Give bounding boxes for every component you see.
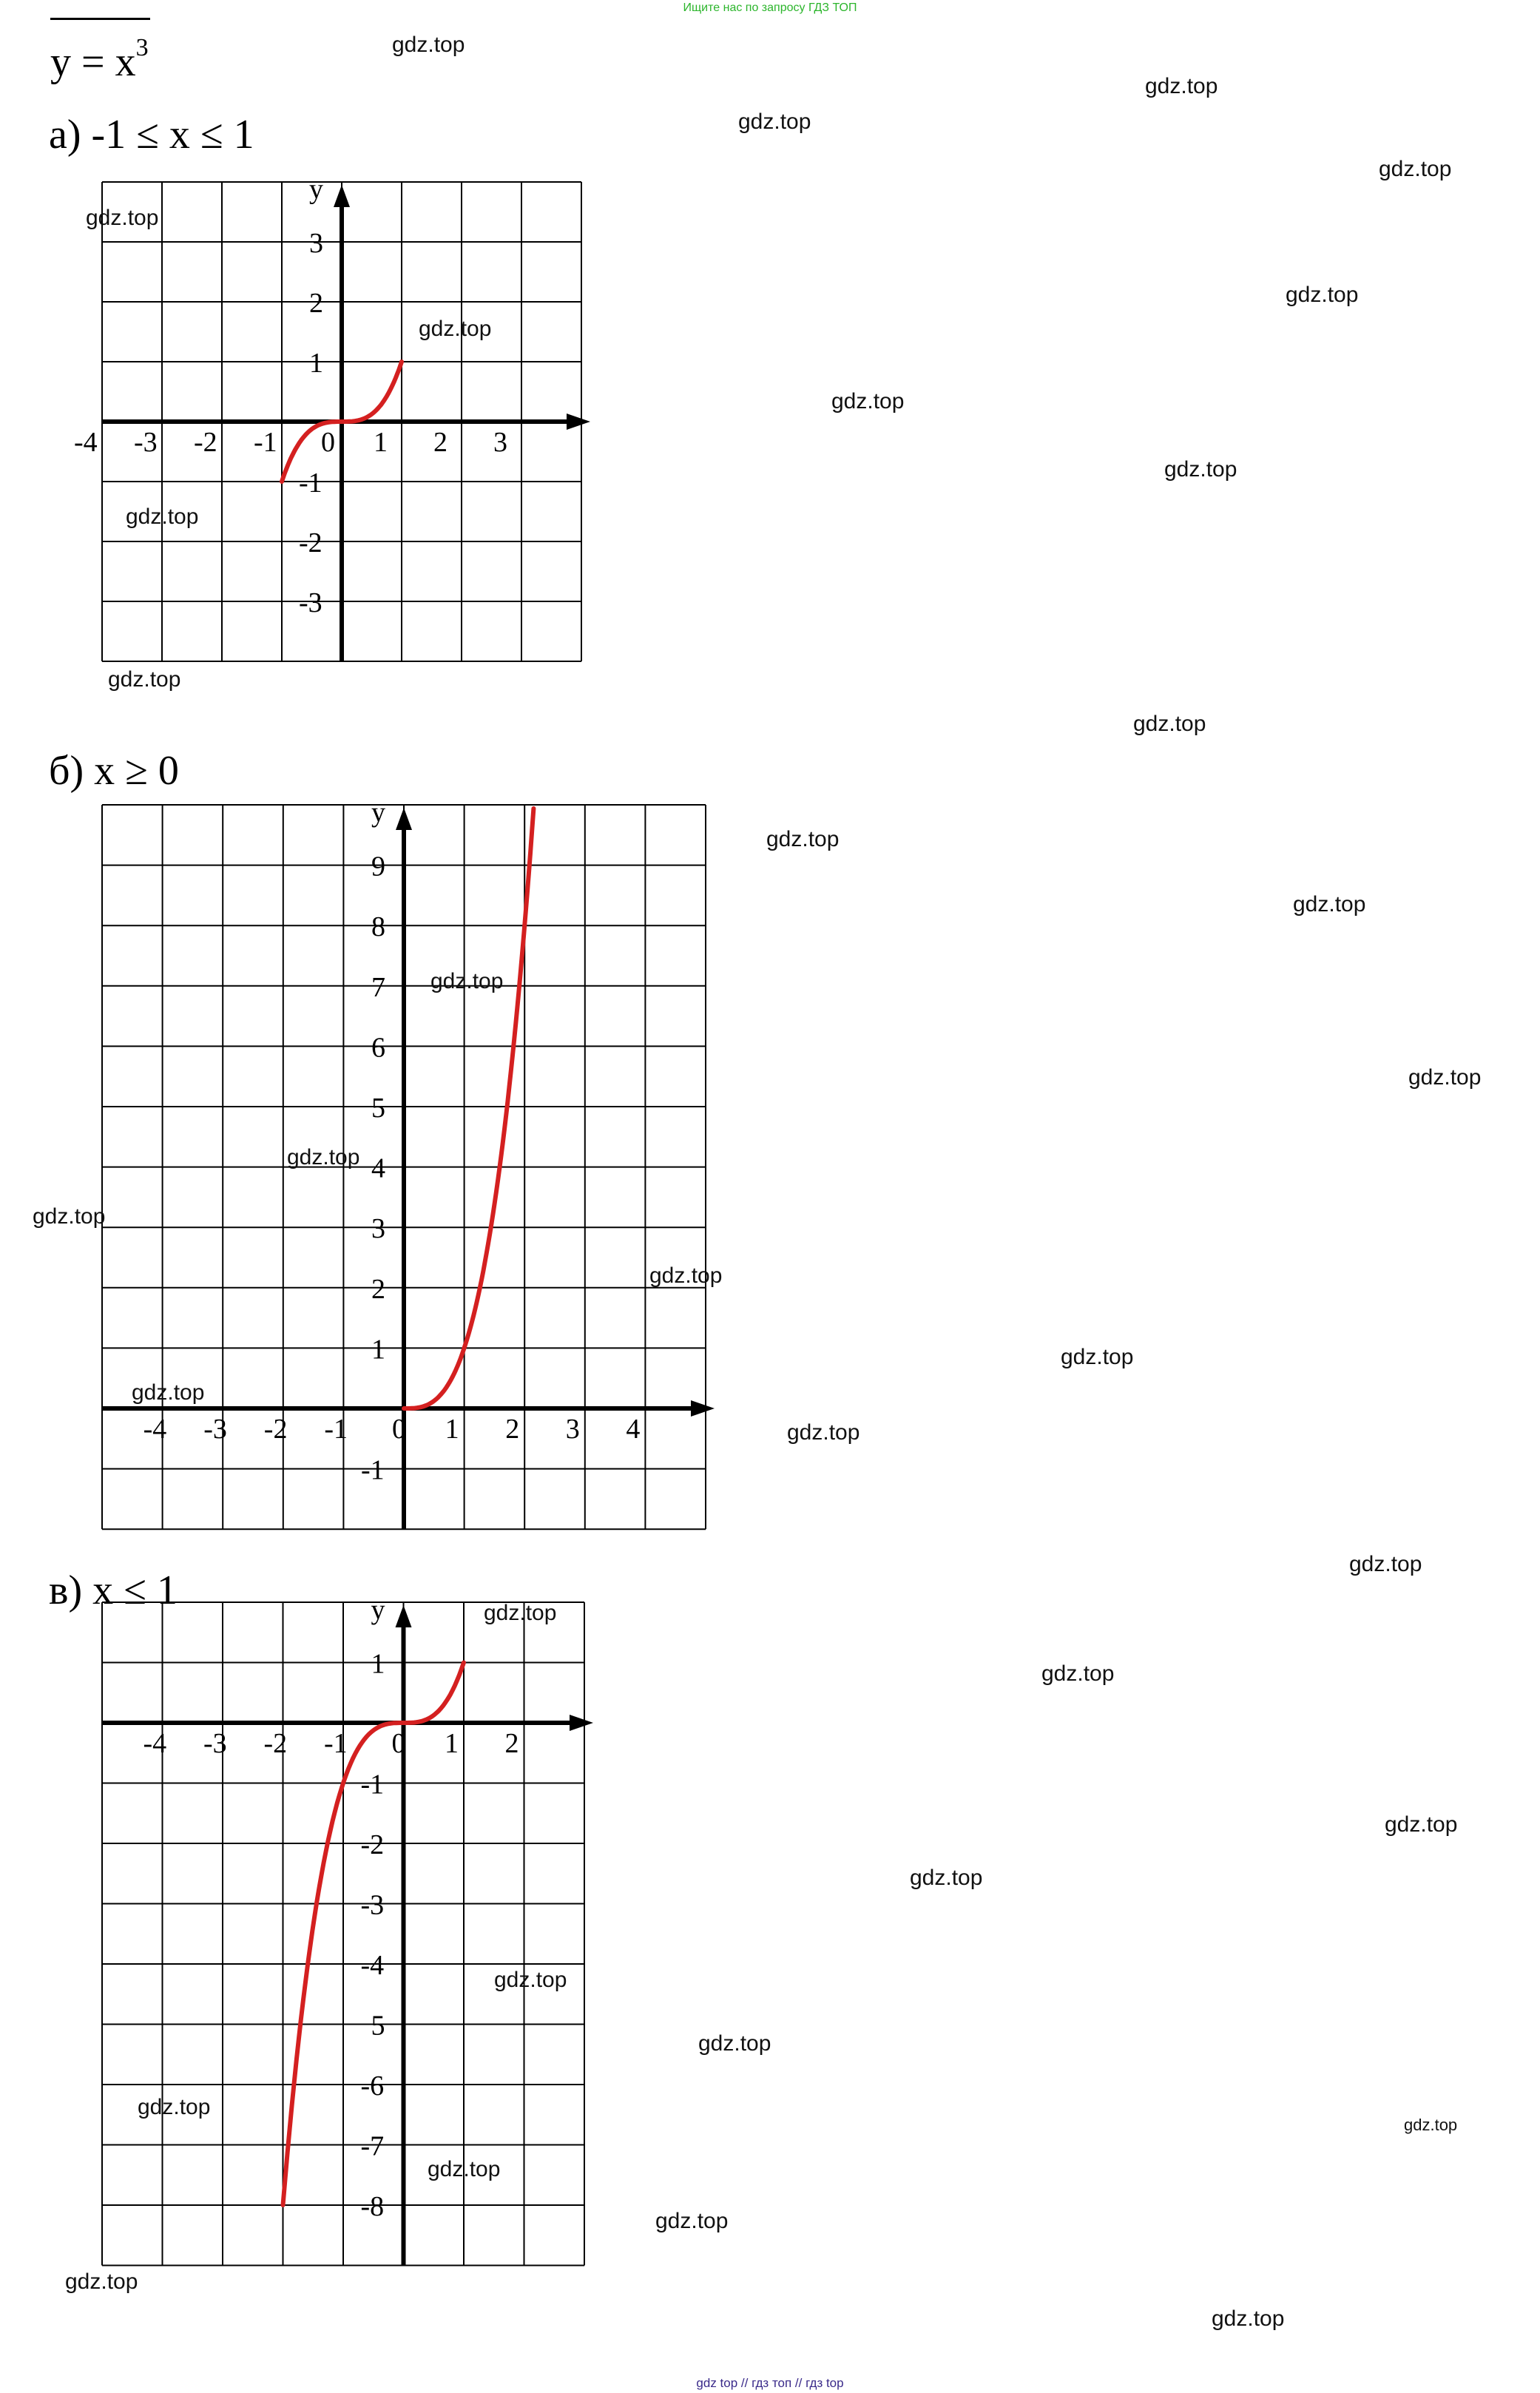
y-axis-arrow [396, 1605, 412, 1627]
x-tick-label: -2 [194, 427, 217, 458]
x-tick-label: 3 [565, 1414, 580, 1445]
cubic-curve [283, 1663, 465, 2206]
y-tick-label: -1 [360, 1769, 385, 1800]
y-axis-label: y [371, 1594, 385, 1626]
watermark: gdz.top [1385, 1812, 1458, 1837]
watermark: gdz.top [1408, 1065, 1482, 1090]
watermark: gdz.top [126, 504, 199, 529]
y-tick-label: 2 [309, 288, 323, 319]
y-tick-label: 9 [371, 851, 385, 882]
y-tick-label: -7 [360, 2130, 385, 2162]
y-tick-label: 6 [371, 1032, 385, 1064]
watermark: gdz.top [86, 206, 159, 230]
y-tick-label: 5 [371, 1093, 385, 1124]
watermark: gdz.top [138, 2095, 211, 2119]
watermark: gdz.top [1404, 2116, 1458, 2134]
part-c-title: в) x ≤ 1 [49, 1567, 178, 1613]
footer-links[interactable]: gdz top // гдз топ // гдз top [696, 2376, 844, 2390]
watermark: gdz.top [419, 317, 492, 341]
y-tick-label: -6 [360, 2070, 385, 2102]
watermark: gdz.top [430, 969, 504, 993]
watermark: gdz.top [831, 389, 905, 414]
watermark: gdz.top [738, 109, 811, 134]
x-tick-label: -1 [324, 1728, 348, 1759]
x-tick-label: 2 [504, 1728, 519, 1759]
x-tick-label: -4 [143, 1728, 167, 1759]
x-tick-label: -4 [74, 427, 98, 458]
x-tick-label: -3 [203, 1728, 227, 1759]
watermark: gdz.top [787, 1420, 860, 1445]
y-tick-label: 3 [309, 228, 323, 259]
watermark: gdz.top [649, 1263, 723, 1288]
watermark: gdz.top [287, 1145, 360, 1170]
watermark: gdz.top [484, 1601, 557, 1625]
x-tick-label: 0 [321, 427, 335, 458]
watermark: gdz.top [1145, 74, 1218, 98]
x-tick-label: 1 [374, 427, 388, 458]
x-tick-label: -3 [203, 1414, 227, 1445]
y-tick-label: 1 [371, 1648, 385, 1680]
y-tick-label: 2 [371, 1273, 385, 1305]
watermark: gdz.top [1212, 2306, 1285, 2331]
x-tick-label: 4 [626, 1414, 641, 1445]
watermark: gdz.top [1061, 1345, 1134, 1369]
y-tick-label: -3 [360, 1889, 385, 1921]
y-tick-label: 1 [371, 1334, 385, 1366]
watermark: gdz.top [132, 1380, 205, 1405]
y-tick-label: 4 [371, 1152, 385, 1184]
x-tick-label: 0 [392, 1414, 406, 1445]
formula-base: y = x [50, 39, 136, 85]
y-tick-label: -3 [299, 587, 322, 618]
y-tick-label: -4 [360, 1950, 385, 1981]
x-tick-label: 3 [493, 427, 507, 458]
watermark: gdz.top [392, 33, 465, 57]
watermark: gdz.top [65, 2269, 138, 2294]
watermark: gdz.top [910, 1866, 983, 1890]
part-a-title: а) -1 ≤ x ≤ 1 [49, 112, 254, 158]
watermark: gdz.top [1349, 1552, 1422, 1576]
y-tick-label: 3 [371, 1213, 385, 1245]
watermark: gdz.top [1164, 457, 1237, 482]
x-axis-arrow [570, 1715, 593, 1731]
x-tick-label: -2 [263, 1414, 288, 1445]
watermark: gdz.top [108, 667, 181, 692]
watermark: gdz.top [1293, 892, 1366, 917]
x-tick-label: -1 [324, 1414, 348, 1445]
part-b-title: б) x ≥ 0 [49, 748, 179, 794]
watermark: gdz.top [1379, 157, 1452, 181]
y-tick-label: -2 [299, 527, 322, 558]
y-tick-label: -1 [299, 468, 322, 499]
watermark: gdz.top [655, 2209, 729, 2233]
y-tick-label: 5 [371, 2010, 385, 2042]
watermark: gdz.top [1286, 283, 1359, 307]
x-tick-label: 0 [391, 1728, 406, 1759]
y-tick-label: -1 [361, 1454, 385, 1486]
watermark: gdz.top [494, 1968, 567, 1992]
search-banner[interactable]: Ищите нас по запросу ГДЗ ТОП [683, 1, 857, 14]
x-tick-label: 2 [505, 1414, 520, 1445]
x-tick-label: -1 [254, 427, 277, 458]
y-axis-label: y [371, 797, 385, 828]
x-tick-label: -4 [143, 1414, 167, 1445]
watermark: gdz.top [33, 1204, 106, 1229]
y-tick-label: 1 [309, 348, 323, 379]
watermark: gdz.top [698, 2031, 771, 2056]
formula-exponent: 3 [135, 34, 149, 61]
y-tick-label: 8 [371, 911, 385, 943]
watermark: gdz.top [766, 827, 840, 851]
x-tick-label: -2 [263, 1728, 288, 1759]
watermark: gdz.top [428, 2157, 501, 2181]
watermark: gdz.top [1041, 1661, 1115, 1686]
y-tick-label: 7 [371, 971, 385, 1003]
y-tick-label: -2 [360, 1829, 385, 1860]
x-tick-label: -3 [134, 427, 158, 458]
x-tick-label: 1 [445, 1728, 459, 1759]
watermark: gdz.top [1133, 712, 1206, 736]
x-tick-label: 1 [445, 1414, 459, 1445]
x-tick-label: 2 [433, 427, 448, 458]
y-tick-label: -8 [360, 2191, 385, 2222]
y-axis-label: y [309, 174, 323, 206]
